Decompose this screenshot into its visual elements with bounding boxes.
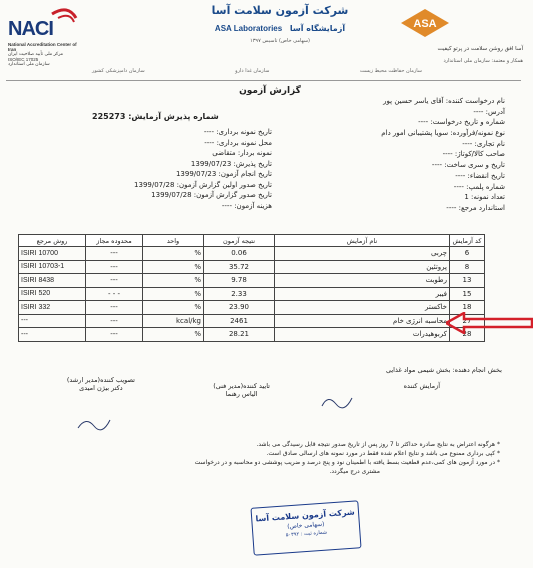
field-sampling-place: محل نمونه برداری: ---- — [204, 138, 272, 147]
tagline: آسا افق روشن سلامت در پرتو کیفیت — [437, 46, 523, 52]
cell-unit: % — [143, 274, 204, 288]
request-info — [265, 96, 505, 214]
field-standard: استاندارد مرجع: ---- — [446, 203, 505, 212]
cell-result: 35.72 — [204, 260, 275, 274]
col-result: نتیجه آزمون — [204, 235, 275, 247]
field-test-date: تاریخ انجام آزمون: 1399/07/23 — [175, 170, 272, 178]
stamp-line1: شرکت آزمون سلامت آسا — [255, 507, 356, 524]
company-lab-en: ASA Laboratories — [214, 24, 283, 33]
cell-test-name: محاسبه انرژی خام — [275, 314, 450, 328]
naci-caption: National Accreditation Center of Iran مرکز ملی تأیید صلاحیت ایران ISO/IEC 17025 سازمان ملی استاندارد — [8, 42, 77, 67]
field-sampling-date: تاریخ نمونه برداری: ---- — [203, 128, 272, 136]
field-address: آدرس: ---- — [473, 107, 505, 116]
sign-approver-title: تایید کننده(مدیر فنی) — [213, 382, 270, 390]
approval-item: سازمان غذا دارو — [235, 68, 270, 74]
cell-limit: --- — [86, 301, 143, 315]
receipt-number: شماره پذیرش آزمایش: 225273 — [92, 112, 219, 121]
results-table — [18, 234, 485, 342]
cell-test-name: فیبر — [275, 287, 450, 301]
signature-mark — [320, 392, 356, 412]
cell-code: 18 — [450, 301, 485, 315]
field-report-date: تاریخ صدور گزارش آزمون: 1399/07/28 — [151, 191, 272, 199]
cell-limit: --- — [86, 328, 143, 342]
table-row — [19, 247, 485, 261]
cell-limit: --- — [86, 247, 143, 261]
table-row — [19, 274, 485, 288]
signature-mark — [76, 412, 116, 434]
field-owner: صاحب کالا/کوتاژ: ---- — [442, 150, 505, 159]
sign-ratifier-name: دکتر بیژن امیدی — [79, 384, 123, 392]
sign-tester — [404, 382, 440, 390]
col-unit: واحد — [143, 235, 204, 247]
company-stamp — [250, 500, 361, 555]
sign-ratifier — [67, 376, 135, 392]
cell-code: 27 — [450, 314, 485, 328]
field-production-date: تاریخ و سری ساخت: ---- — [431, 161, 505, 170]
cell-result: 2.33 — [204, 287, 275, 301]
sample-info — [92, 127, 272, 211]
footer-note: * در مورد آزمون های کمی،عدم قطعیت بسط یافته با اطمینان نود و پنج درصد و ضریب پوششی دو محاسبه و در درخواست — [194, 459, 500, 466]
footer-note: * کپی برداری ممنوع می باشد و نتایج اعلام شده فقط در مورد نمونه های ارسالی صادق است. — [266, 450, 500, 457]
table-row — [19, 328, 485, 342]
cell-limit: --- — [86, 314, 143, 328]
cell-result: 28.21 — [204, 328, 275, 342]
report-title: گزارش آزمون — [239, 86, 301, 96]
field-sample-type: نوع نمونه/فرآورده: سویا پشتیبانی امور دام — [381, 129, 505, 138]
table-row — [19, 260, 485, 274]
approval-item: سازمان حفاظت محیط زیست — [359, 68, 422, 74]
cell-unit: % — [143, 287, 204, 301]
header-divider — [6, 80, 521, 81]
cell-method: ISIRI 8438 — [19, 274, 86, 288]
col-method: روش مرجع — [19, 235, 86, 247]
cell-limit: - - - — [86, 287, 143, 301]
footer-notes — [30, 440, 500, 476]
approval-line: همکار و معتمد: سازمان ملی استاندارد — [443, 58, 523, 64]
col-test-name: نام آزمایش — [275, 235, 450, 247]
col-code: کد آزمایش — [450, 235, 485, 247]
stamp-line2: (سهامی خاص) — [287, 520, 325, 531]
cell-test-name: پروتئین — [275, 260, 450, 274]
field-requester: نام درخواست کننده: آقای یاسر حسین پور — [383, 97, 505, 105]
cell-unit: % — [143, 301, 204, 315]
col-limit: محدوده مجاز — [86, 235, 143, 247]
cell-method: ISIRI 10700 — [19, 247, 86, 261]
cell-test-name: خاکستر — [275, 301, 450, 315]
cell-result: 23.90 — [204, 301, 275, 315]
cell-unit: kcal/kg — [143, 314, 204, 328]
company-lab-fa: آزمایشگاه آسا — [289, 24, 346, 33]
approval-item: سازمان دامپزشکی کشور — [92, 68, 145, 74]
cell-unit: % — [143, 247, 204, 261]
cell-method: --- — [19, 328, 86, 342]
field-sample-count: تعداد نمونه: 1 — [464, 193, 505, 202]
cell-result: 9.78 — [204, 274, 275, 288]
highlight-arrow — [446, 312, 533, 334]
cell-code: 15 — [450, 287, 485, 301]
cell-limit: --- — [86, 260, 143, 274]
asa-logo — [400, 8, 450, 38]
field-seal: شماره پلمپ: ---- — [453, 182, 505, 191]
footer-note: مشتری درج میگردد. — [329, 468, 380, 475]
cell-code: 6 — [450, 247, 485, 261]
cell-unit: % — [143, 328, 204, 342]
cell-method: ISIRI 520 — [19, 287, 86, 301]
performer: بخش انجام دهنده: بخش شیمی مواد غذایی — [385, 366, 502, 374]
sign-approver-name: الیاس رهنما — [225, 390, 258, 398]
cell-test-name: کربوهیدرات — [275, 328, 450, 342]
cell-method: ISIRI 10703-1 — [19, 260, 86, 274]
company-subtitle: (سهامی خاص) تاسیس ۱۳۹۷ — [250, 38, 310, 44]
cell-limit: --- — [86, 274, 143, 288]
footer-note: * هرگونه اعتراض به نتایج صادره حداکثر تا 7 روز پس از تاریخ صدور نتیجه قابل رسیدگی می باشد. — [256, 441, 500, 448]
table-row — [19, 314, 485, 328]
sign-approver — [213, 382, 270, 398]
cell-result: 2461 — [204, 314, 275, 328]
cell-result: 0.06 — [204, 247, 275, 261]
company-lab — [180, 24, 380, 33]
field-receipt-date: تاریخ پذیرش: 1399/07/23 — [190, 159, 272, 168]
field-expiry: تاریخ انقضاء: ---- — [455, 171, 505, 180]
cell-method: --- — [19, 314, 86, 328]
table-row — [19, 287, 485, 301]
cell-code: 13 — [450, 274, 485, 288]
cell-unit: % — [143, 260, 204, 274]
sign-tester-title: آزمایش کننده — [403, 382, 440, 390]
field-request-number: شماره و تاریخ درخواست: ---- — [418, 118, 505, 127]
field-first-report-date: تاریخ صدور اولین گزارش آزمون: 1399/07/28 — [134, 180, 272, 189]
approvals-row — [92, 68, 422, 74]
cell-test-name: چربی — [275, 247, 450, 261]
stamp-line3: شماره ثبت : ۵۰۳۹۲ — [285, 529, 328, 539]
cell-code: 8 — [450, 260, 485, 274]
field-brand: نام تجاری: ---- — [462, 139, 505, 148]
field-cost: هزینه آزمون: ---- — [221, 201, 272, 210]
cell-code: 28 — [450, 328, 485, 342]
company-title: شرکت آزمون سلامت آسا — [211, 4, 349, 17]
table-row — [19, 301, 485, 315]
field-sampler: نمونه بردار: متقاضی — [212, 149, 272, 157]
cell-test-name: رطوبت — [275, 274, 450, 288]
sign-ratifier-title: تصویب کننده(مدیر ارشد) — [66, 376, 135, 384]
table-header-row — [19, 235, 485, 247]
cell-method: ISIRI 332 — [19, 301, 86, 315]
naci-wordmark: NACI — [8, 18, 53, 40]
asa-logo-text: ASA — [413, 18, 437, 30]
